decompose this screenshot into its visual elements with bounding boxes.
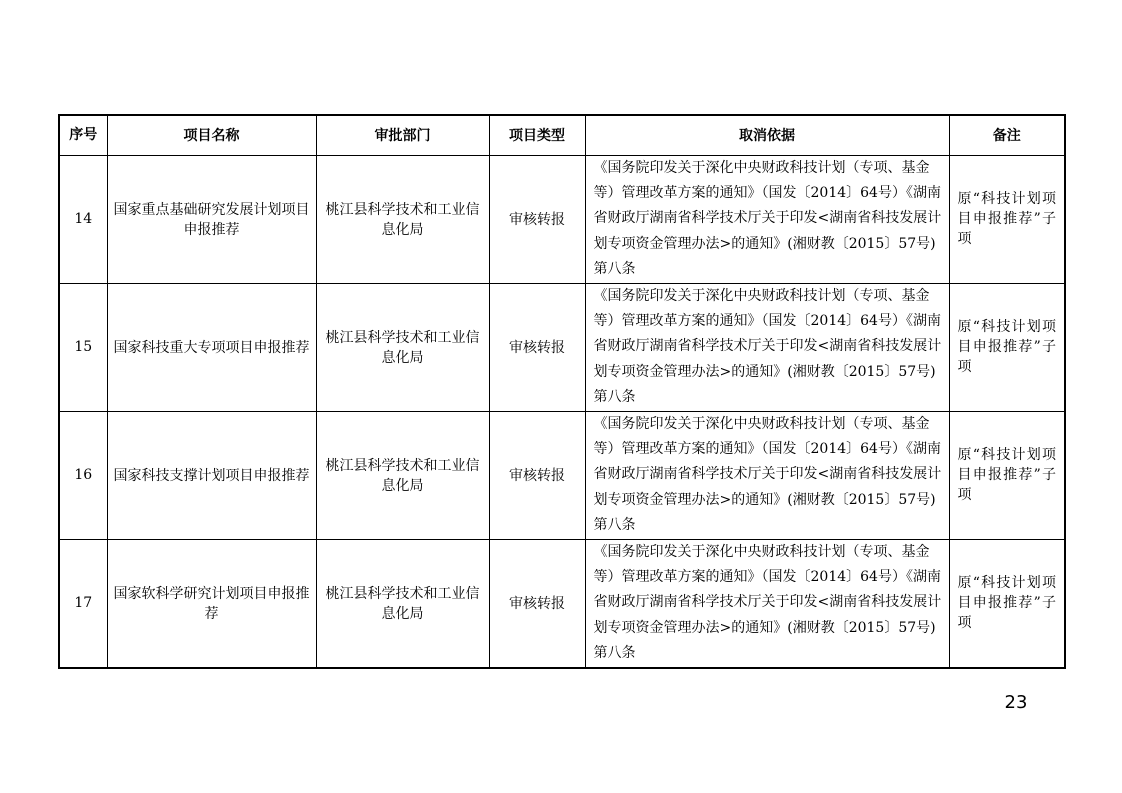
header-project-name: 项目名称 — [107, 115, 316, 155]
row-seq: 14 — [59, 155, 107, 283]
row-cancel-basis: 《国务院印发关于深化中央财政科技计划（专项、基金等）管理改革方案的通知》（国发〔2014〕64号）《湖南省财政厅湖南省科学技术厅关于印发<湖南省科技发展计划专项资金管理办法>的通知》(湘财教〔2015〕57号)第八条 — [585, 539, 949, 668]
row-remarks: 原“科技计划项目申报推荐”子项 — [949, 539, 1065, 668]
row-seq: 16 — [59, 411, 107, 539]
row-project-type: 审核转报 — [489, 539, 585, 668]
table-row — [59, 411, 1065, 539]
header-project-type: 项目类型 — [489, 115, 585, 155]
row-cancel-basis: 《国务院印发关于深化中央财政科技计划（专项、基金等）管理改革方案的通知》（国发〔2014〕64号）《湖南省财政厅湖南省科学技术厅关于印发<湖南省科技发展计划专项资金管理办法>的通知》(湘财教〔2015〕57号)第八条 — [585, 411, 949, 539]
row-seq: 15 — [59, 283, 107, 411]
row-remarks: 原“科技计划项目申报推荐”子项 — [949, 283, 1065, 411]
row-project-type: 审核转报 — [489, 283, 585, 411]
row-approval-dept: 桃江县科学技术和工业信息化局 — [316, 539, 489, 668]
row-project-name: 国家科技支撑计划项目申报推荐 — [107, 411, 316, 539]
row-remarks: 原“科技计划项目申报推荐”子项 — [949, 155, 1065, 283]
header-seq: 序号 — [59, 115, 107, 155]
row-seq: 17 — [59, 539, 107, 668]
table-row — [59, 539, 1065, 668]
table-row — [59, 155, 1065, 283]
cancellation-table — [58, 114, 1066, 669]
row-project-name: 国家科技重大专项项目申报推荐 — [107, 283, 316, 411]
table-header-row — [59, 115, 1065, 155]
row-project-type: 审核转报 — [489, 155, 585, 283]
row-project-type: 审核转报 — [489, 411, 585, 539]
row-approval-dept: 桃江县科学技术和工业信息化局 — [316, 411, 489, 539]
header-approval-dept: 审批部门 — [316, 115, 489, 155]
row-approval-dept: 桃江县科学技术和工业信息化局 — [316, 155, 489, 283]
row-project-name: 国家重点基础研究发展计划项目申报推荐 — [107, 155, 316, 283]
page-number: 23 — [1004, 692, 1028, 713]
row-cancel-basis: 《国务院印发关于深化中央财政科技计划（专项、基金等）管理改革方案的通知》（国发〔2014〕64号）《湖南省财政厅湖南省科学技术厅关于印发<湖南省科技发展计划专项资金管理办法>的通知》(湘财教〔2015〕57号)第八条 — [585, 155, 949, 283]
row-cancel-basis: 《国务院印发关于深化中央财政科技计划（专项、基金等）管理改革方案的通知》（国发〔2014〕64号）《湖南省财政厅湖南省科学技术厅关于印发<湖南省科技发展计划专项资金管理办法>的通知》(湘财教〔2015〕57号)第八条 — [585, 283, 949, 411]
row-remarks: 原“科技计划项目申报推荐”子项 — [949, 411, 1065, 539]
header-cancel-basis: 取消依据 — [585, 115, 949, 155]
header-remarks: 备注 — [949, 115, 1065, 155]
table-row — [59, 283, 1065, 411]
row-approval-dept: 桃江县科学技术和工业信息化局 — [316, 283, 489, 411]
row-project-name: 国家软科学研究计划项目申报推荐 — [107, 539, 316, 668]
